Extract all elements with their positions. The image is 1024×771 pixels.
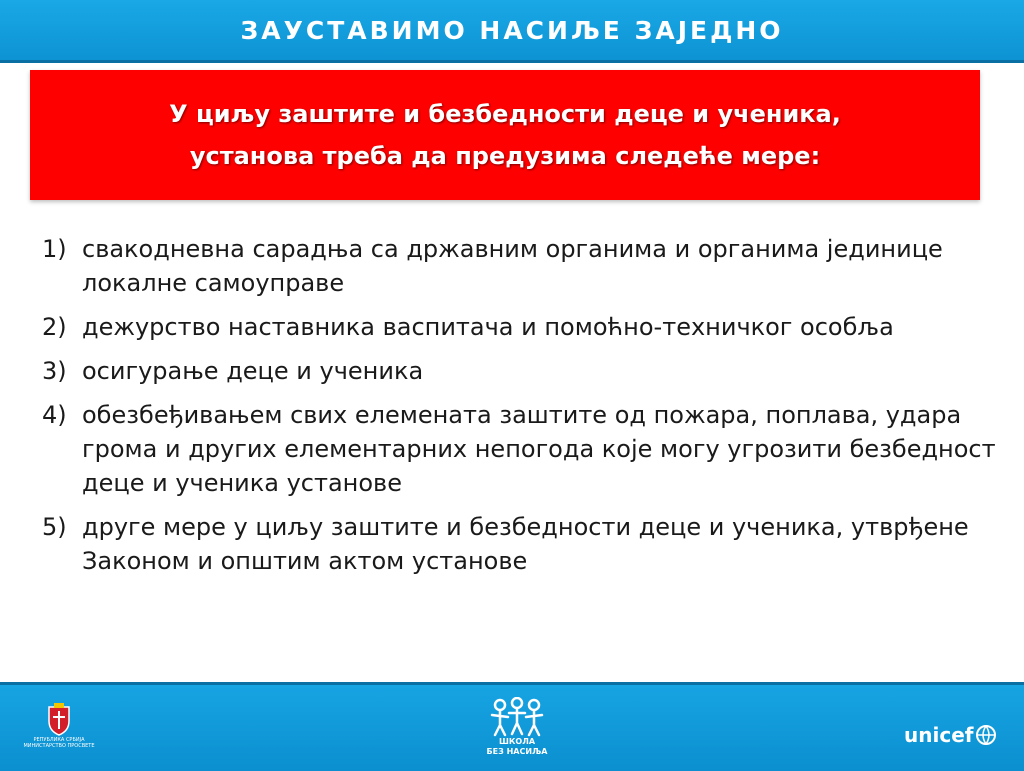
list-item bbox=[42, 232, 1002, 300]
measures-list bbox=[42, 232, 1002, 588]
item-number: 4) bbox=[42, 401, 67, 429]
school-without-violence-logo bbox=[472, 697, 562, 767]
campaign-slogan: ЗАУСТАВИМО НАСИЉЕ ЗАЈЕДНО bbox=[240, 15, 784, 45]
list-item bbox=[42, 510, 1002, 578]
unicef-logo bbox=[904, 723, 997, 747]
item-text: друге мере у циљу заштите и безбедности деце и ученика, утврђене Законом и општим актом установе bbox=[82, 513, 969, 575]
item-text: обезбеђивањем свих елемената заштите од пожара, поплава, удара грома и других елементарних непогода које могу угрозити безбедност деце и ученика установе bbox=[82, 401, 996, 497]
school-caption-line-1: ШКОЛА bbox=[498, 737, 536, 746]
item-number: 3) bbox=[42, 357, 67, 385]
children-figures-icon bbox=[484, 697, 550, 737]
footer-bar bbox=[0, 682, 1024, 771]
top-banner bbox=[0, 0, 1024, 63]
heading-box bbox=[30, 70, 980, 200]
item-text: свакодневна сарадња са државним органима и органима јединице локалне самоуправе bbox=[82, 235, 943, 297]
item-number: 2) bbox=[42, 313, 67, 341]
government-caption: РЕПУБЛИКА СРБИЈА МИНИСТАРСТВО ПРОСВЕТЕ bbox=[23, 737, 95, 749]
item-number: 1) bbox=[42, 235, 67, 263]
heading-line-2: установа треба да предузима следеће мере: bbox=[189, 142, 821, 170]
list-item bbox=[42, 354, 1002, 388]
item-number: 5) bbox=[42, 513, 67, 541]
list-item bbox=[42, 398, 1002, 500]
government-logo bbox=[14, 703, 104, 763]
school-caption-line-2: БЕЗ НАСИЉА bbox=[486, 747, 548, 756]
list-item bbox=[42, 310, 1002, 344]
globe-icon bbox=[975, 724, 997, 746]
unicef-wordmark: unicef bbox=[904, 723, 974, 747]
heading-line-1: У циљу заштите и безбедности деце и ученика, bbox=[169, 100, 841, 128]
item-text: осигурање деце и ученика bbox=[82, 357, 424, 385]
coat-of-arms-icon bbox=[45, 703, 73, 737]
item-text: дежурство наставника васпитача и помоћно-техничког особља bbox=[82, 313, 894, 341]
